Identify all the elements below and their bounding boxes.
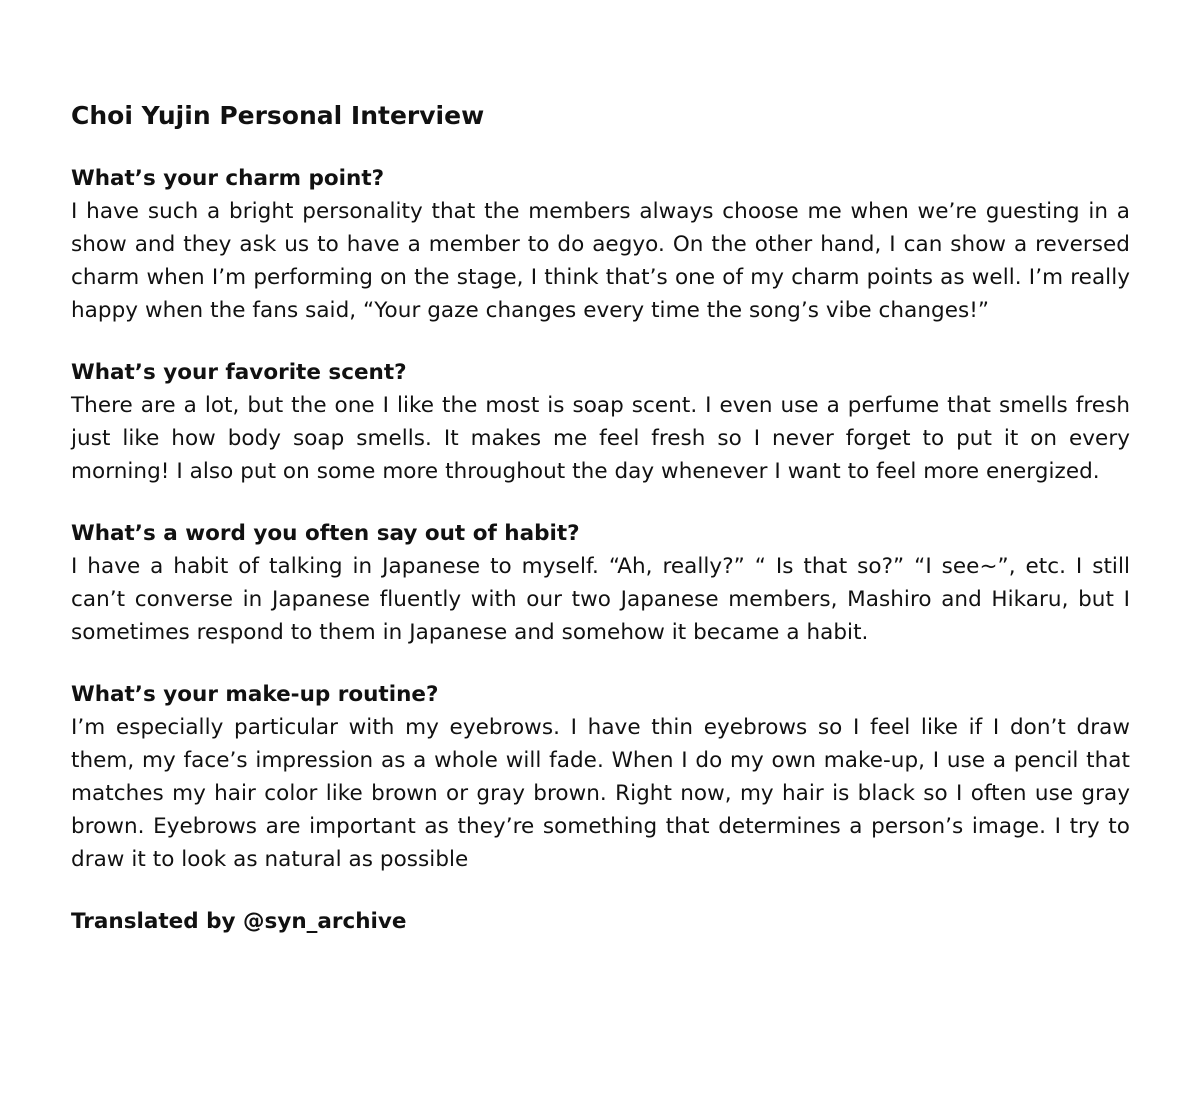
- translator-credit: Translated by @syn_archive: [71, 909, 407, 934]
- question-heading: What’s your charm point?: [71, 166, 385, 191]
- qa-section-habit-word: [71, 517, 1130, 649]
- answer-paragraph: I’m especially particular with my eyebrows. I have thin eyebrows so I feel like if I don’t draw them, my face’s impression as a whole will fade. When I do my own make-up, I use a pencil that matches my hair color like brown or gray brown. Right now, my hair is black so I often use gray brown. Eyebrows are important as they’re something that determines a person’s image. I try to draw it to look as natural as possible: [71, 715, 1130, 872]
- page-title: Choi Yujin Personal Interview: [71, 101, 485, 130]
- answer-paragraph: There are a lot, but the one I like the most is soap scent. I even use a perfume that smells fresh just like how body soap smells. It makes me feel fresh so I never forget to put it on every morning! I also put on some more throughout the day whenever I want to feel more energized.: [71, 393, 1130, 484]
- interview-document: [71, 96, 1130, 938]
- qa-section-makeup-routine: [71, 678, 1130, 876]
- answer-paragraph: I have such a bright personality that the members always choose me when we’re guesting in a show and they ask us to have a member to do aegyo. On the other hand, I can show a reversed charm when I’m performing on the stage, I think that’s one of my charm points as well. I’m really happy when the fans said, “Your gaze changes every time the song’s vibe changes!”: [71, 199, 1130, 323]
- question-heading: What’s your make-up routine?: [71, 682, 439, 707]
- question-heading: What’s your favorite scent?: [71, 360, 407, 385]
- qa-section-favorite-scent: [71, 356, 1130, 488]
- question-heading: What’s a word you often say out of habit?: [71, 521, 580, 546]
- answer-paragraph: I have a habit of talking in Japanese to myself. “Ah, really?” “ Is that so?” “I see~”, etc. I still can’t converse in Japanese fluently with our two Japanese members, Mashiro and Hikaru, but I sometimes respond to them in Japanese and somehow it became a habit.: [71, 554, 1130, 645]
- qa-section-charm-point: [71, 162, 1130, 327]
